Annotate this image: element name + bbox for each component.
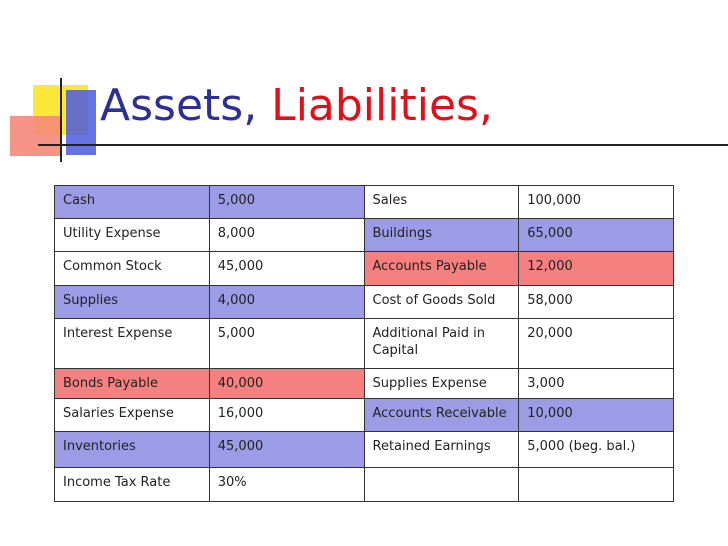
table-cell: 16,000: [209, 399, 364, 432]
title-underline: [38, 144, 728, 146]
table-cell: 5,000: [209, 186, 364, 219]
table-cell: 45,000: [209, 252, 364, 286]
table-cell: 4,000: [209, 286, 364, 319]
table-cell: Supplies Expense: [364, 369, 519, 399]
table-cell: Buildings: [364, 219, 519, 252]
table-cell: [364, 468, 519, 502]
table-cell: 20,000: [519, 319, 674, 369]
table-cell: 12,000: [519, 252, 674, 286]
table-cell: Income Tax Rate: [55, 468, 210, 502]
table-row: [55, 468, 674, 502]
table-row: [55, 286, 674, 319]
table-cell: 5,000 (beg. bal.): [519, 432, 674, 468]
table-cell: Additional Paid in Capital: [364, 319, 519, 369]
table-cell: [519, 468, 674, 502]
table-cell: Bonds Payable: [55, 369, 210, 399]
table-cell: 5,000: [209, 319, 364, 369]
table-cell: Interest Expense: [55, 319, 210, 369]
table-cell: Common Stock: [55, 252, 210, 286]
decorative-red-square: [10, 116, 60, 156]
table-row: [55, 252, 674, 286]
table-cell: 45,000: [209, 432, 364, 468]
table-cell: 10,000: [519, 399, 674, 432]
table-cell: Sales: [364, 186, 519, 219]
table-cell: Accounts Payable: [364, 252, 519, 286]
table-cell: 100,000: [519, 186, 674, 219]
table-row: [55, 219, 674, 252]
table-cell: 40,000: [209, 369, 364, 399]
table-cell: Supplies: [55, 286, 210, 319]
table-cell: 65,000: [519, 219, 674, 252]
table-row: [55, 186, 674, 219]
title-assets: Assets,: [100, 80, 258, 131]
table-cell: 3,000: [519, 369, 674, 399]
table-cell: Utility Expense: [55, 219, 210, 252]
decorative-vertical-line: [60, 78, 62, 162]
slide-title: [100, 78, 493, 134]
table-cell: Retained Earnings: [364, 432, 519, 468]
table-cell: Salaries Expense: [55, 399, 210, 432]
table-cell: 30%: [209, 468, 364, 502]
table-row: [55, 399, 674, 432]
table-row: [55, 319, 674, 369]
table-cell: 8,000: [209, 219, 364, 252]
table-row: [55, 369, 674, 399]
table-cell: Inventories: [55, 432, 210, 468]
title-liabilities: Liabilities,: [257, 80, 493, 131]
table-row: [55, 432, 674, 468]
table-cell: Cash: [55, 186, 210, 219]
table-cell: Cost of Goods Sold: [364, 286, 519, 319]
accounts-table: [54, 185, 674, 502]
table-cell: Accounts Receivable: [364, 399, 519, 432]
table-cell: 58,000: [519, 286, 674, 319]
